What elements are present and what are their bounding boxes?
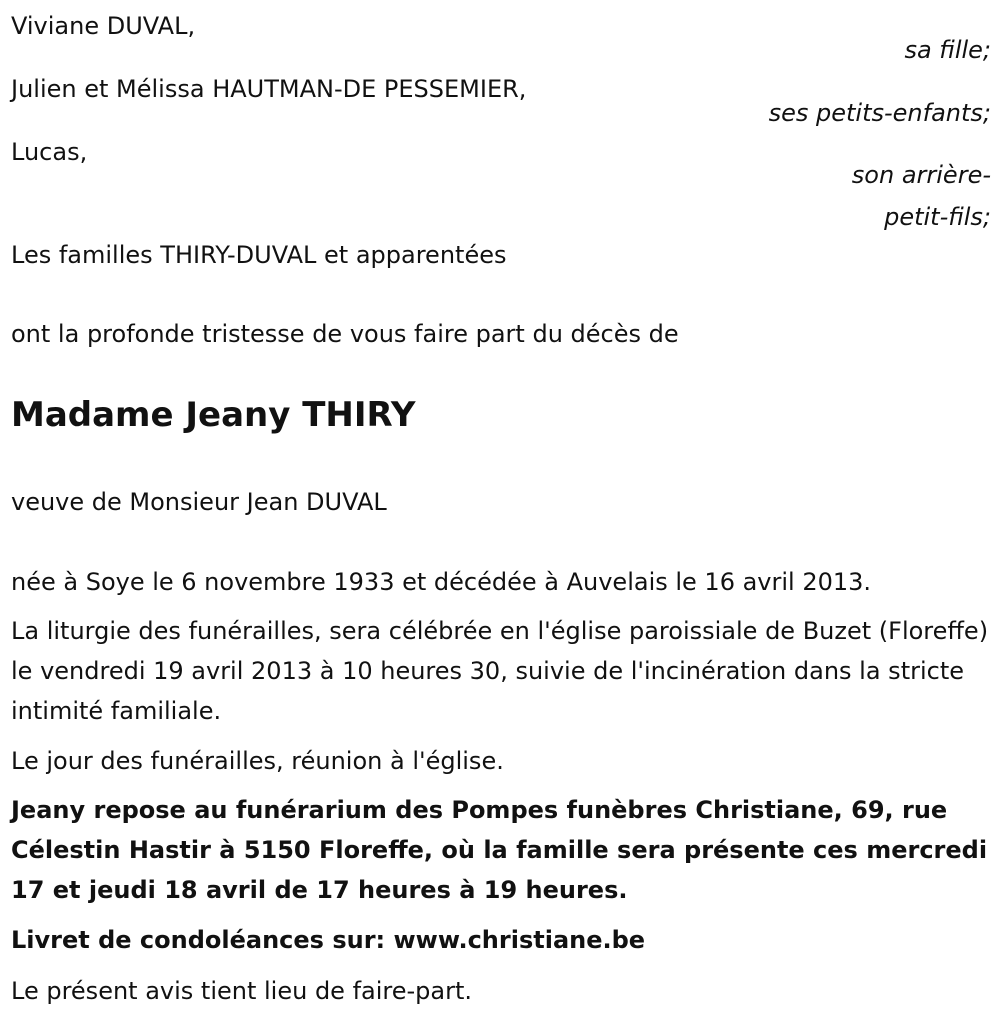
- condolences-label: Livret de condoléances sur:: [11, 926, 394, 954]
- daughter-name: Viviane DUVAL,: [11, 12, 196, 40]
- grandchildren-names: Julien et Mélissa HAUTMAN-DE PESSEMIER,: [11, 75, 527, 103]
- great-grandson-relation-line1: son arrière-: [851, 161, 991, 189]
- great-grandson-relation-line2: petit-fils;: [884, 203, 991, 231]
- deceased-name: Madame Jeany THIRY: [11, 395, 416, 435]
- condolences-link[interactable]: www.christiane.be: [393, 926, 646, 954]
- great-grandson-name: Lucas,: [11, 138, 88, 166]
- notice-line: Le présent avis tient lieu de faire-part.: [11, 977, 473, 1005]
- announcement-intro: ont la profonde tristesse de vous faire part du décès de: [11, 320, 679, 348]
- birth-death-line: née à Soye le 6 novembre 1933 et décédée à Auvelais le 16 avril 2013.: [11, 568, 872, 596]
- widow-of-line: veuve de Monsieur Jean DUVAL: [11, 488, 387, 516]
- families-line: Les familles THIRY-DUVAL et apparentées: [11, 241, 507, 269]
- liturgy-paragraph: La liturgie des funérailles, sera célébrée en l'église paroissiale de Buzet (Floreffe) le vendredi 19 avril 2013 à 10 heures 30, suivie de l'incinération dans la stricte intimité familiale.: [11, 617, 989, 725]
- condolences-line: [11, 920, 645, 960]
- funeral-day-line: Le jour des funérailles, réunion à l'église.: [11, 747, 504, 775]
- grandchildren-relation: ses petits-enfants;: [768, 99, 991, 127]
- resting-paragraph: Jeany repose au funérarium des Pompes funèbres Christiane, 69, rue Célestin Hastir à 5150 Floreffe, où la famille sera présente ces mercredi 17 et jeudi 18 avril de 17 heures à 19 heures.: [11, 796, 988, 904]
- daughter-relation: sa fille;: [904, 36, 991, 64]
- obituary-notice: [11, 0, 991, 1025]
